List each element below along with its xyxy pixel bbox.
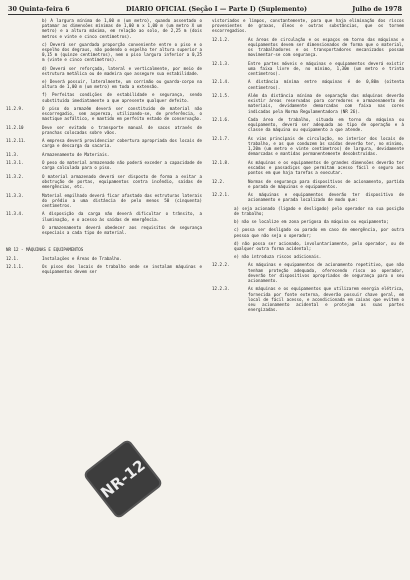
section-11-2-10: 11.2.10 Deve ser evitado o transporte manual de sacos através de pranchas colocadas sobre vãos.	[6, 124, 202, 135]
clause-f: f) Perfeitas condições de estabilidade e segurança, sendo substituída imediatamente a que apresente qualquer defeito.	[42, 92, 202, 103]
item-a: a) seja acionado (ligado e desligado) pelo operador na sua posição de trabalho;	[234, 205, 404, 216]
section-12-1-3: 12.1.3. Entre partes móveis e máquinas e equipamentos deverá existir uma faixa livre de, no mínimo, 1,30m (um metro e trinta centímetros).	[212, 60, 404, 77]
section-12-1-5: 12.1.5. Além da distância mínima de separação das máquinas deverão existir áreas reservadas para corredores e armazenamento de materiais, devidamente demarcadas com faixa nas cores indicadas pela Norma Regulamentadora (NR 26).	[212, 93, 404, 114]
dispositivo-list	[212, 206, 404, 260]
continued-paragraph: vistoriados e limpos, constantemente, para que haja eliminação dos riscos provenientes de graxas, óleos e outras substâncias, que os tornem escorregadios.	[212, 18, 404, 34]
section-11-3-4: 11.3.4. A disposição da carga não deverá dificultar o trânsito, a iluminação, e o acesso às saídas de emergência.	[6, 211, 202, 222]
section-12-1-1: 12.1.1. Os pisos dos locais de trabalho onde se instalam máquinas e equipamentos devem ser	[6, 264, 202, 275]
section-11-3: 11.3. Armazenamento de Materiais.	[6, 151, 110, 157]
section-12-1-8: 12.1.8. As máquinas e os equipamentos de grandes dimensões deverão ter escadas e passadiços que permitam acesso fácil e seguro aos pontos em que haja tarefas a executar.	[212, 159, 404, 176]
header-date-left: 30 Quinta-feira 6	[8, 5, 70, 13]
header-publication: DIARIO OFICIAL (Seção I — Parte I) (Suplemento)	[126, 5, 308, 13]
section-12-2-2: 12.2.2. As máquinas e equipamentos de acionamento repetitivo, que não tenham proteção adequada, oferecendo risco ao operador, deverão ter dispositivos apropriados de segurança para o seu acionamento.	[212, 262, 404, 284]
left-column	[6, 18, 202, 278]
header-rule	[8, 14, 402, 15]
item-c: c) possa ser desligado ou parado em caso de emergência, por outra pessoa que não seja o operador;	[234, 227, 404, 238]
section-11-2-9: 11.2.9. O piso do armazém deverá ser constituído de material não escorregadio, sem aspereza, utilizando-se, de preferência, o mastique asfáltico, e mantido em perfeito estado de conservação.	[6, 105, 202, 122]
section-12-1-7: 12.1.7. As vias principais de circulação, no interior dos locais de trabalho, e as que conduzem às saídas deverão ter, no mínimo, 1,20m (um metro e vinte centímetros) de largura, devidamente demarcadas e mantidas permanentemente desobstruídas.	[212, 135, 404, 157]
item-b: b) não se localize em zona perigosa da máquina ou equipamento;	[234, 219, 389, 225]
section-12-2-3: 12.2.3. As máquinas e os equipamentos que utilizarem energia elétrica, fornecida por fonte externa, deverão possuir chave geral, em local de fácil acesso, e acondicionada em caixas que evitem o seu acionamento acidental e protejam as suas partes energizadas.	[212, 286, 404, 313]
section-12-2: 12.2. Normas de segurança para dispositivos de acionamento, partida e parada de máquinas e equipamentos.	[212, 178, 404, 189]
header-date-right: Julho de 1978	[352, 5, 402, 13]
section-11-3-2: 11.3.2. O material armazenado deverá ser disposto de forma a evitar a obstrução de portas, equipamentos contra incêndio, saídas de emergências, etc.	[6, 173, 202, 190]
clause-b: b) A largura mínima de 1,00 m (um metro), quando assentado o patamar as dimensões mínimas de 1,00 m x 1,00 m (um metro X um metro) e a altura máxima, em relação ao solo, de 2,25 m (dois metros e vinte e cinco centímetros).	[42, 18, 202, 39]
item-e: e) não introduza riscos adicionais.	[234, 254, 322, 260]
section-12-1-2: 12.1.2. As áreas de circulação e os espaços em torno das máquinas e equipamentos devem ser dimensionados de forma que o material, os trabalhadores e os transportadores mecanizados possam movimentar-se com segurança.	[212, 36, 404, 58]
section-12-2-1: 12.2.1. As máquinas e equipamentos deverão ter dispositivo de acionamento e parada localizado de modo que:	[212, 192, 404, 203]
right-column	[212, 18, 404, 316]
nr12-stamp: NR-12	[85, 441, 161, 517]
section-12-1-4: 12.1.4. A distância mínima entre máquinas é de 0,80m (oitenta centímetros).	[212, 79, 404, 90]
section-12-1: 12.1. Instalações e Áreas de Trabalho.	[6, 255, 122, 261]
clause-e: e) Deverá possuir, lateralmente, um corrimão ou guarda-corpo na altura de 1,00 m (um metro) em toda a extensão.	[42, 79, 202, 90]
section-12-1-6: 12.1.6. Cada área de trabalho, situada em torno da máquina ou equipamento, deverá ser adequada ao tipo de operação e à classe da máquina ou equipamento a que atende.	[212, 117, 404, 133]
section-11-3-1: 11.3.1. O peso do material armazenado não poderá exceder a capacidade de carga calculada para o piso.	[6, 160, 202, 171]
item-d: d) não possa ser acionado, involuntariamente, pelo operador, ou de qualquer outra forma acidental;	[234, 240, 404, 251]
clause-d: d) Deverá ser reforçada, lateral e verticalmente, por meio de estrutura metálica ou de madeira que assegure sua estabilidade.	[42, 65, 202, 76]
clause-c: c) Deverá ser guardada proporção conveniente entre o piso e o espelho dos degraus, não podendo o espelho ter altura superior a 0,15 m (quinze centímetros), nem o piso largura inferior a 0,25 m (vinte e cinco centímetros).	[42, 41, 202, 63]
nr12-title: NR 12 - MÁQUINAS E EQUIPAMENTOS	[6, 247, 84, 253]
section-11-3-5-text: O armazenamento deverá obedecer aos requisitos de segurança especiais a cada tipo de material.	[42, 225, 202, 236]
section-11-2-11: 11.2.11. A empresa deverá providenciar cobertura apropriada dos locais de carga e descarga da sacaria.	[6, 138, 202, 149]
section-11-3-3: 11.3.3. Material empilhado deverá ficar afastado das estruturas laterais do prédio a uma distância de pelo menos 50 (cinquenta) centímetros.	[6, 192, 202, 209]
